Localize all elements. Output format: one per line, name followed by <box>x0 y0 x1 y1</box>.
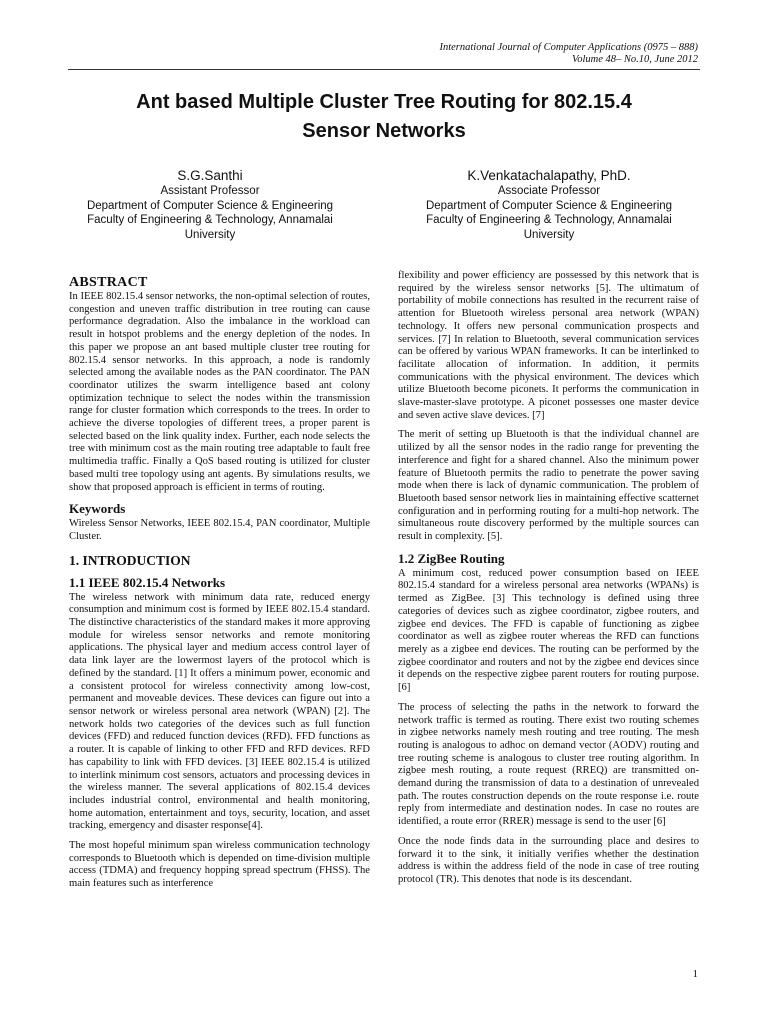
author-position: Assistant Professor <box>160 185 260 197</box>
left-column <box>69 270 370 898</box>
author-name: S.G.Santhi <box>177 168 243 183</box>
page-number: 1 <box>692 968 698 980</box>
author-1 <box>60 167 360 242</box>
body-paragraph: The wireless network with minimum data rate, reduced energy consumption and minimum cost is formed by IEEE 802.15.4 standard. The distinctive characteristics of the standard makes it more approving module for wireless sensor networks and remote monitoring applications. The physical layer and medium access control layer of data link layer are the lowermost layers of the protocol which is defined by the standard. [1] It offers a minimum power, economic and a consistent protocol for wireless connectivity among low-cost, permanent and moveable devices. These devices can figure out into a sensor network or wireless personal area network (WPAN) [2]. The network holds two categories of the devices such as full function devices (FFD) and reduced function devices (RFD). FFD functions as a router. It is capable of linking to other FFD and RFD devices. RFD has capability to link with FFD devices. [3] IEEE 802.15.4 is utilized to interlink minimum cost sensors, actuators and processing devices in the wireless manner. The several applications of 802.15.4 devices includes industrial control, environmental and health monitoring, home automation, entertainment and toys, security, location, and asset tracking, emergency and disaster response[4]. <box>69 591 370 832</box>
author-name: K.Venkatachalapathy, PhD. <box>467 168 631 183</box>
body-paragraph: The most hopeful minimum span wireless communication technology corresponds to Bluetooth which is depended on time-division multiple access (TDMA) and frequency hopping spread spectrum (FHSS). The main features such as interference <box>69 840 370 890</box>
journal-volume: Volume 48– No.10, June 2012 <box>572 54 698 65</box>
subsection-heading-1-1: 1.1 IEEE 802.15.4 Networks <box>69 574 226 590</box>
body-paragraph: A minimum cost, reduced power consumption based on IEEE 802.15.4 standard for a wireless personal area networks (WPANs) is termed as ZigBee. [3] This technology is defined using three categories of devices such as zigbee coordinator, zigbee routers, and zigbee end devices. The FFD is capable of functioning as zigbee coordinator as well as zigbee router whereas the RFD can functions merely as a zigbee end devices. The routing can be performed by the zigbee coordinator and routers and not by the zigbee end devices since it depends on the respective zigbee parent routers for routing purpose. [6] <box>398 567 699 694</box>
author-position: Associate Professor <box>497 185 601 197</box>
subsection-heading-1-2: 1.2 ZigBee Routing <box>398 550 505 566</box>
body-paragraph: The process of selecting the paths in the network to forward the network traffic is termed as routing. There exist two routing schemes in zigbee networks namely mesh routing and tree routing. The mesh routing is analogous to adhoc on demand vector (AODV) routing and tree routing scheme is analogous to cluster tree routing algorithm. In zigbee mesh routing, a route request (RREQ) are transmitted on-demand during the transmission of data to a destination of unrevealed path. The routes construction depends on the route response i.e. route reply from intermediate and destination nodes. In case no routes are identified, a route error (RRER) message is send to the user [6] <box>398 701 699 828</box>
author-2 <box>399 167 699 242</box>
title-line-2: Sensor Networks <box>302 120 466 142</box>
journal-name: International Journal of Computer Applications (0975 – 888) <box>439 42 698 53</box>
paper-title <box>60 88 708 146</box>
author-faculty: Faculty of Engineering & Technology, Annamalai <box>426 214 672 226</box>
abstract-text: In IEEE 802.15.4 sensor networks, the non-optimal selection of routes, congestion and uneven traffic distribution in tree routing can cause performance degradation. Also the imbalance in the workload can result in hotspot problems and the energy depletion of the nodes. In this paper we propose an ant based multiple cluster tree routing for 802.15.4 sensor networks. In this approach, a node is randomly selected among the available nodes as the PAN coordinator. The PAN coordinator utilizes the swarm intelligence based ant colony optimization technique to select the nodes within the transmission range for cluster formation which corresponds to the trees. In order to achieve the diverse topologies of different trees, a proper parent is selected based on the link quality index. Further, each node selects the tree with minimum cost as the main routing tree adaptable to fault free multimedia traffic. Finally a QoS based routing is utilized for cluster based multi tree topology using ant agents. By simulations results, we show that proposed approach is efficient in terms of routing. <box>69 291 370 493</box>
body-paragraph: The merit of setting up Bluetooth is that the individual channel are utilized by all the sensor nodes in the radio range for preventing the interference and fight for a shared channel. Also the minimum power feature of Bluetooth permits the radio to penetrate the power saving mode when there is lack of dynamic communication. The problem of Bluetooth based sensor network lies in maintaining effective scatternet configuration and in performing routing for a multi-hop network. The simultaneous route discovery performed by the multiple sources can result in complexity. [5]. <box>398 429 699 543</box>
author-department: Department of Computer Science & Engineering <box>425 199 673 212</box>
author-university: University <box>184 228 236 241</box>
author-faculty: Faculty of Engineering & Technology, Annamalai <box>87 214 333 226</box>
body-paragraph: Once the node finds data in the surrounding place and desires to forward it to the sink, it initially verifies whether the destination address is within the address field of the node in case of tree routing protocol (TR). This denotes that node is its descendant. <box>398 835 699 885</box>
header-rule <box>68 69 700 70</box>
abstract-heading: ABSTRACT <box>69 275 148 290</box>
right-column <box>398 270 699 894</box>
introduction-heading: 1. INTRODUCTION <box>69 552 191 568</box>
author-university: University <box>523 228 575 241</box>
journal-header <box>439 42 698 66</box>
author-department: Department of Computer Science & Engineering <box>86 199 334 212</box>
body-paragraph: flexibility and power efficiency are possessed by this network that is required by the wireless sensor networks [5]. The ultimatum of portability of mobile connections has resulted in the recurrent raise of attention for Bluetooth wireless personal area network (WPAN) technology. It offers new personal communication prospects and services. [7] In relation to Bluetooth, several communication services can be offered by various WPAN frameworks. It can be interlinked to facilitate allocation of information. In addition, it permits communications with the physical environment. The devices which utilize Bluetooth become piconets. It performs the communication in slave-master-slave prototype. A piconet possesses one master device and seven active slave devices. [7] <box>398 270 699 421</box>
title-line-1: Ant based Multiple Cluster Tree Routing for 802.15.4 <box>136 91 632 113</box>
keywords-heading: Keywords <box>69 501 126 517</box>
keywords-text: Wireless Sensor Networks, IEEE 802.15.4, PAN coordinator, Multiple Cluster. <box>69 518 370 542</box>
